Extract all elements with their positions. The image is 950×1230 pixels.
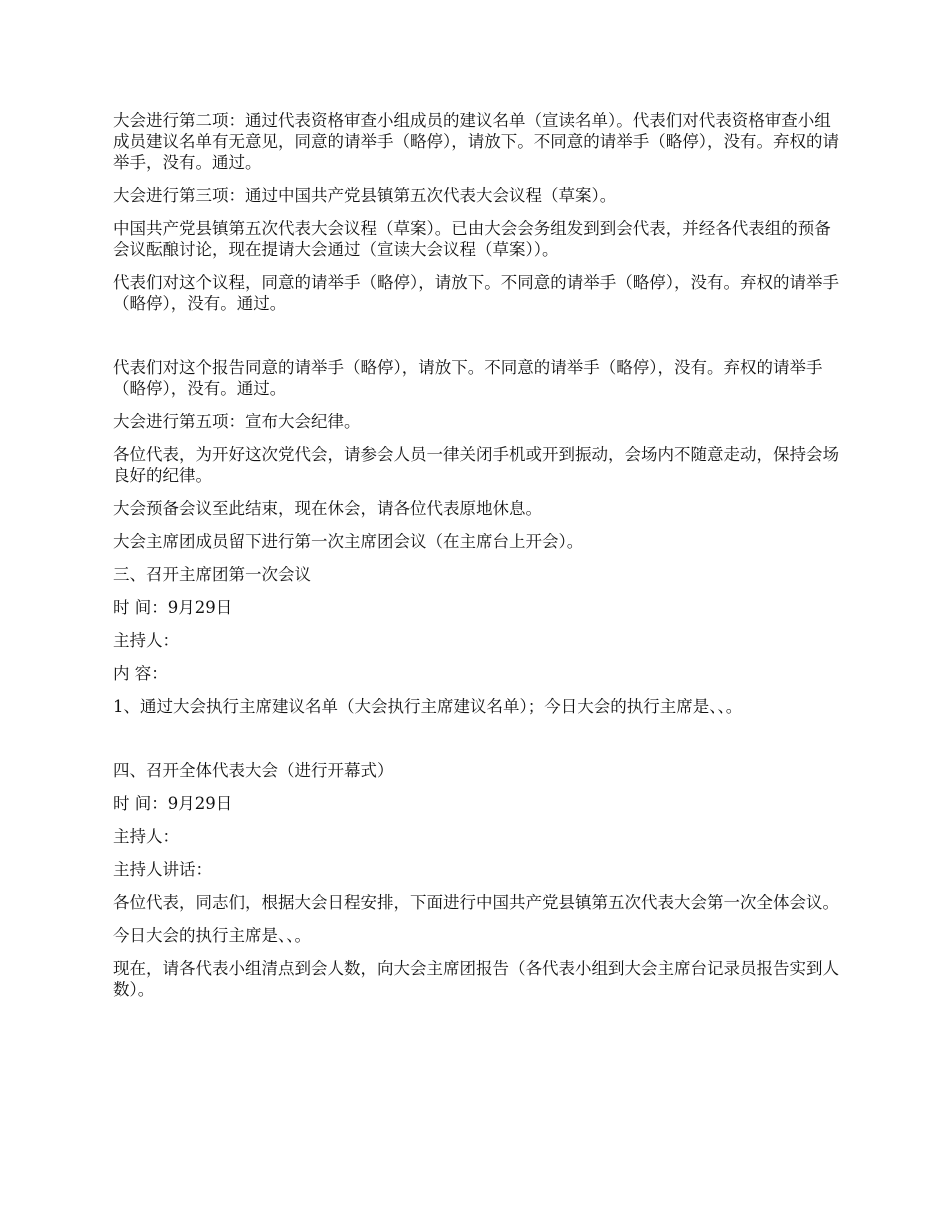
paragraph-item-3: 大会进行第三项：通过中国共产党县镇第五次代表大会议程（草案）。 — [113, 186, 617, 205]
meeting-host: 主持人： — [113, 631, 179, 650]
section-heading-3: 三、召开主席团第一次会议 — [113, 565, 311, 584]
paragraph-agenda-vote: 代表们对这个议程，同意的请举手（略停），请放下。不同意的请举手（略停），没有。弃权的请举手（略停），没有。通过。 — [113, 273, 839, 313]
meeting-time: 时 间：9月29日 — [113, 598, 233, 617]
section-gap — [113, 729, 841, 760]
section-heading-4: 四、召开全体代表大会（进行开幕式） — [113, 761, 394, 780]
paragraph-item-2-intro: 大会进行第二项：通过代表资格审查小组成员的建议名单（宣读名单）。代表们对代表资格审查小组成员建议名单有无意见，同意的请举手（略停），请放下。不同意的请举手（略停），没有。弃权的请举手，没有。通过。 — [113, 111, 839, 172]
paragraph-headcount: 现在，请各代表小组清点到会人数，向大会主席团报告（各代表小组到大会主席台记录员报告实到人数）。 — [113, 959, 839, 999]
content-item-1: 1、通过大会执行主席建议名单（大会执行主席建议名单）；今日大会的执行主席是、、。 — [113, 697, 743, 716]
paragraph-discipline: 各位代表，为开好这次党代会，请参会人员一律关闭手机或开到振动，会场内不随意走动，保持会场良好的纪律。 — [113, 445, 839, 485]
paragraph-executive-chairs: 今日大会的执行主席是、、。 — [113, 926, 311, 945]
meeting-content-label: 内 容： — [113, 664, 168, 683]
meeting-host: 主持人： — [113, 827, 179, 846]
paragraph-adjourn: 大会预备会议至此结束，现在休会，请各位代表原地休息。 — [113, 499, 542, 518]
meeting-time: 时 间：9月29日 — [113, 794, 233, 813]
document-body — [113, 110, 841, 1012]
paragraph-opening: 各位代表，同志们，根据大会日程安排，下面进行中国共产党县镇第五次代表大会第一次全体会议。 — [113, 893, 839, 912]
paragraph-agenda-draft: 中国共产党县镇第五次代表大会议程（草案）。已由大会会务组发到到会代表，并经各代表组的预备会议酝酿讨论，现在提请大会通过（宣读大会议程（草案））。 — [113, 219, 831, 259]
section-gap — [113, 326, 841, 357]
host-speech-label: 主持人讲话： — [113, 860, 212, 879]
paragraph-presidium-stay: 大会主席团成员留下进行第一次主席团会议（在主席台上开会）。 — [113, 532, 584, 551]
paragraph-item-5: 大会进行第五项：宣布大会纪律。 — [113, 412, 361, 431]
paragraph-report-vote: 代表们对这个报告同意的请举手（略停），请放下。不同意的请举手（略停），没有。弃权的请举手（略停），没有。通过。 — [113, 358, 823, 398]
